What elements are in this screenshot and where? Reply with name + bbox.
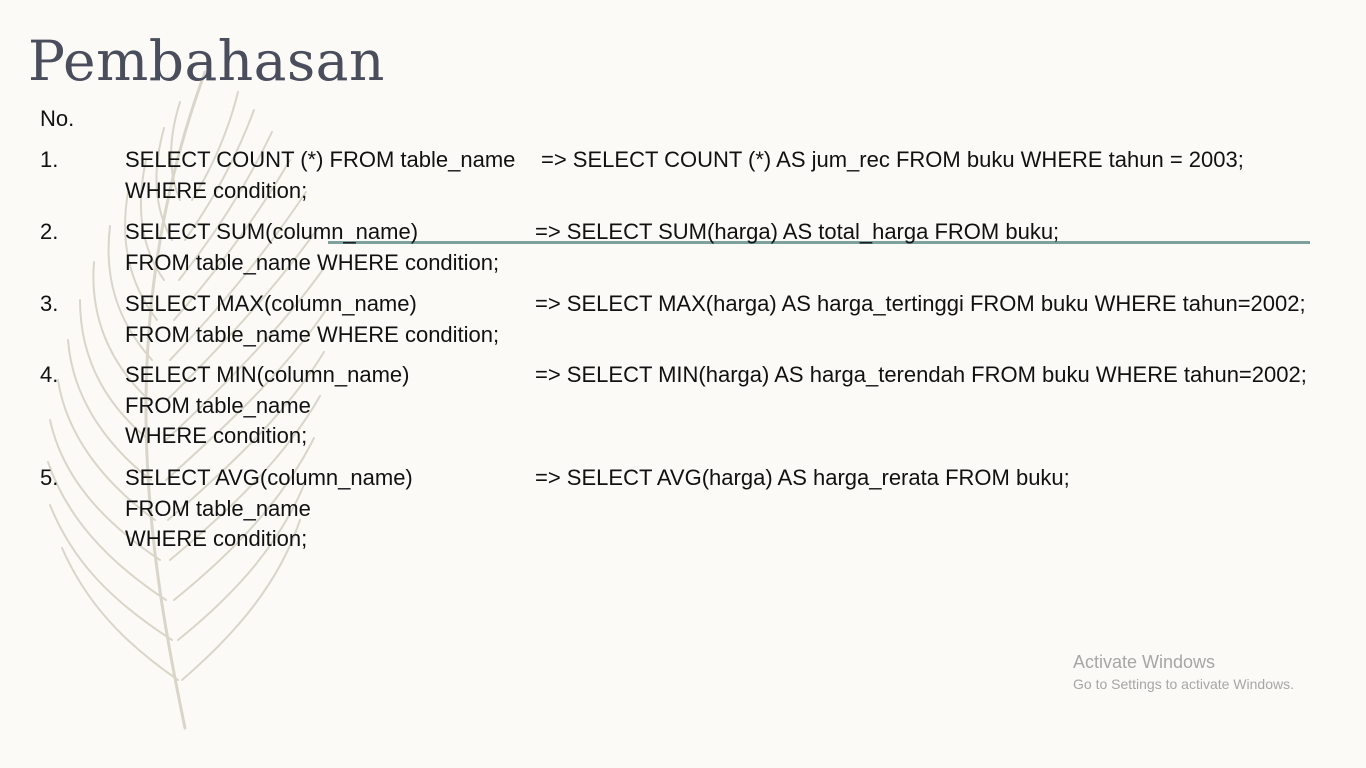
syntax-line: WHERE condition; [125, 526, 308, 551]
watermark-title: Activate Windows [1073, 652, 1216, 672]
syntax-line: WHERE condition; [125, 177, 308, 203]
syntax-text [125, 289, 499, 350]
syntax-text [125, 360, 409, 452]
item-number: 1. [40, 147, 59, 172]
slide-title: Pembahasan [28, 29, 385, 93]
syntax-line: SELECT COUNT (*) FROM table_name [125, 147, 516, 172]
syntax-line: SELECT AVG(column_name) [125, 465, 413, 490]
example-query: => SELECT COUNT (*) AS jum_rec FROM buku WHERE tahun = 2003; [541, 147, 1244, 172]
syntax-line: SELECT SUM(column_name) [125, 219, 419, 244]
watermark-subtitle: Go to Settings to activate Windows. [1073, 676, 1294, 692]
item-number: 5. [40, 465, 59, 490]
item-number: 4. [40, 362, 59, 387]
column-header: No. [40, 106, 75, 131]
activate-windows-watermark [1073, 650, 1294, 694]
syntax-line: FROM table_name WHERE condition; [125, 249, 500, 275]
item-number: 3. [40, 291, 59, 316]
syntax-text [125, 463, 413, 555]
syntax-line: FROM table_name WHERE condition; [125, 321, 500, 347]
syntax-line: WHERE condition; [125, 423, 308, 448]
syntax-text [125, 145, 515, 206]
syntax-line: FROM table_name [125, 392, 311, 418]
example-query: => SELECT AVG(harga) AS harga_rerata FROM buku; [535, 465, 1070, 490]
syntax-line: FROM table_name [125, 495, 311, 521]
example-query: => SELECT MIN(harga) AS harga_terendah FROM buku WHERE tahun=2002; [535, 362, 1307, 387]
syntax-line: SELECT MIN(column_name) [125, 362, 410, 387]
example-query: => SELECT SUM(harga) AS total_harga FROM buku; [535, 219, 1060, 244]
syntax-line: SELECT MAX(column_name) [125, 291, 417, 316]
example-query: => SELECT MAX(harga) AS harga_tertinggi FROM buku WHERE tahun=2002; [535, 291, 1306, 316]
syntax-text [125, 217, 499, 278]
item-number: 2. [40, 219, 59, 244]
